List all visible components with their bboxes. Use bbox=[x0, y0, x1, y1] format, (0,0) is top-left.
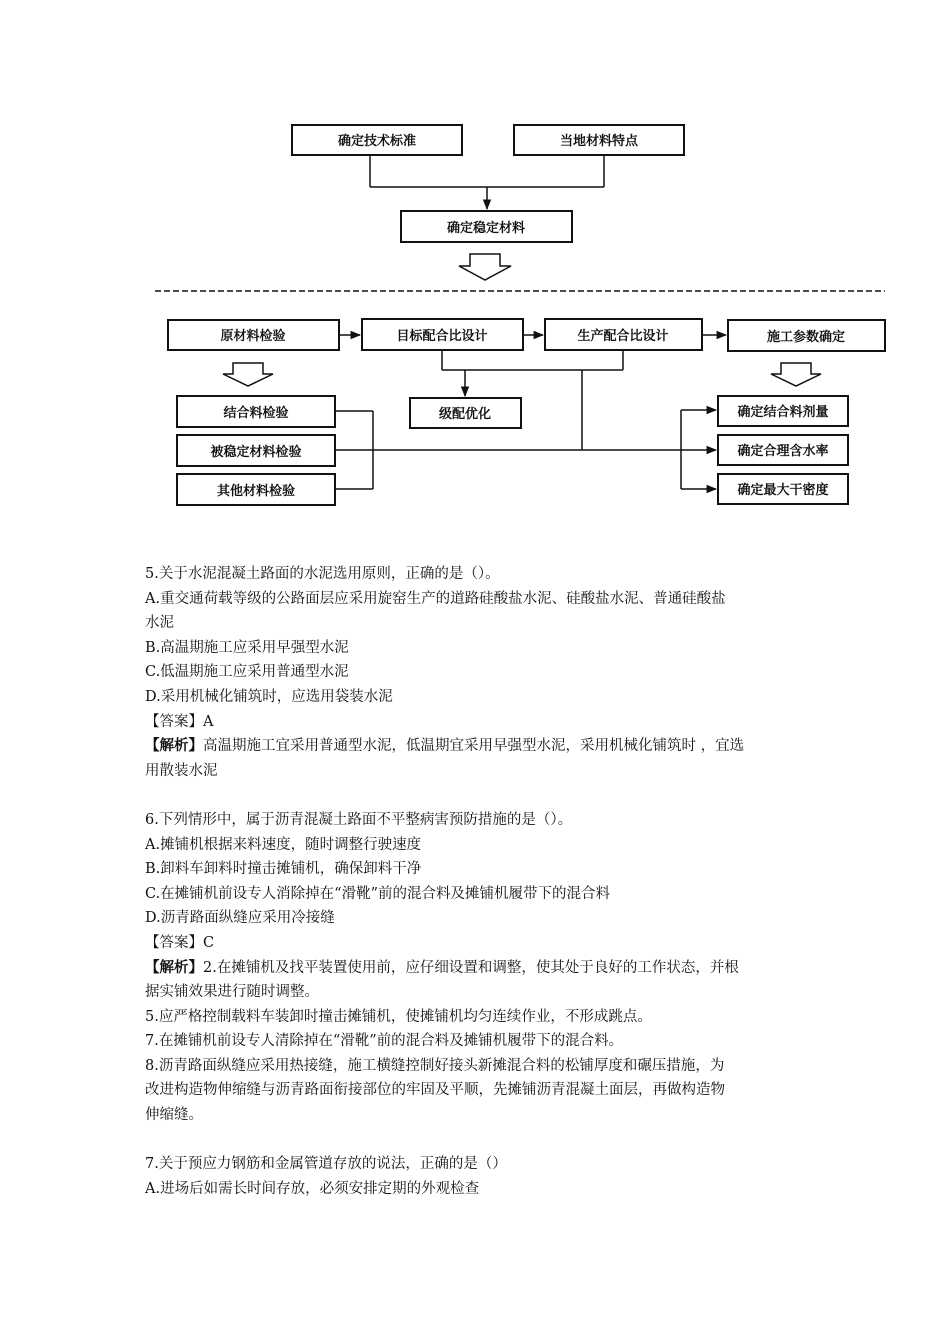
q5-analysis bbox=[145, 734, 825, 759]
box-binder-check-label: 结合料检验 bbox=[223, 406, 289, 421]
box-stabilized-check bbox=[177, 435, 335, 466]
box-production-mix bbox=[545, 319, 702, 350]
box-gradation bbox=[410, 398, 521, 428]
q6-analysis-label: 【解析】 bbox=[145, 958, 203, 976]
q5-analysis-label: 【解析】 bbox=[145, 737, 203, 755]
box-production-mix-label: 生产配合比设计 bbox=[577, 329, 669, 344]
q5-option-b: B.高温期施工应采用早强型水泥 bbox=[145, 639, 349, 656]
box-construction-params bbox=[728, 320, 885, 351]
box-raw-inspection bbox=[168, 320, 339, 350]
q6-point-8-line2: 改进构造物伸缩缝与沥青路面衔接部位的牢固及平顺，先摊铺沥青混凝土面层，再做构造物 bbox=[145, 1082, 725, 1099]
mix-design-flowchart bbox=[0, 0, 950, 520]
q5-option-a-line1: A.重交通荷载等级的公路面层应采用旋窑生产的道路硅酸盐水泥、硅酸盐水泥、普通硅酸盐 bbox=[145, 590, 726, 607]
box-tech-standard bbox=[292, 125, 462, 155]
q5-stem: 5.关于水泥混凝土路面的水泥选用原则，正确的是（）。 bbox=[145, 566, 500, 582]
right-bracket bbox=[681, 410, 716, 489]
q6-answer: 【答案】C bbox=[145, 934, 215, 951]
box-other-check-label: 其他材料检验 bbox=[216, 484, 296, 499]
box-local-material-label: 当地材料特点 bbox=[559, 134, 639, 149]
box-binder-dose bbox=[718, 396, 848, 426]
q5-analysis-line1: 高温期施工宜采用普通型水泥，低温期宜采用早强型水泥，采用机械化铺筑时 ，宜选 bbox=[203, 738, 745, 755]
q6-point-8-line3: 伸缩缝。 bbox=[145, 1107, 203, 1124]
box-gradation-label: 级配优化 bbox=[438, 407, 492, 422]
box-local-material bbox=[514, 125, 684, 155]
q6-option-c: C.在摊铺机前设专人消除掉在“滑靴”前的混合料及摊铺机履带下的混合料 bbox=[145, 885, 611, 902]
q6-stem: 6.下列情形中，属于沥青混凝土路面不平整病害预防措施的是（）。 bbox=[145, 811, 573, 828]
box-target-mix bbox=[362, 319, 523, 350]
spacer bbox=[145, 783, 825, 808]
hollow-arrow-right-icon bbox=[771, 363, 821, 386]
q7-stem: 7.关于预应力钢筋和金属管道存放的说法，正确的是（） bbox=[145, 1156, 507, 1173]
box-other-check bbox=[177, 474, 335, 505]
q6-point-5: 5.应严格控制载料车装卸时撞击摊铺机，使摊铺机均匀连续作业，不形成跳点。 bbox=[145, 1008, 652, 1025]
box-max-density bbox=[718, 474, 848, 504]
hollow-arrow-left-icon bbox=[223, 363, 273, 386]
q6-analysis bbox=[145, 956, 825, 981]
q5-option-c: C.低温期施工应采用普通型水泥 bbox=[145, 664, 349, 681]
q7-option-a: A.进场后如需长时间存放，必须安排定期的外观检查 bbox=[145, 1180, 480, 1197]
box-moisture-label: 确定合理含水率 bbox=[737, 444, 829, 459]
q6-analysis-line2: 据实铺效果进行随时调整。 bbox=[145, 984, 319, 1001]
q6-option-a: A.摊铺机根据来料速度，随时调整行驶速度 bbox=[145, 836, 422, 853]
q6-option-d: D.沥青路面纵缝应采用冷接缝 bbox=[145, 910, 335, 927]
q6-option-b: B.卸料车卸料时撞击摊铺机，确保卸料干净 bbox=[145, 861, 422, 878]
q5-option-a-line2: 水泥 bbox=[145, 615, 174, 632]
box-moisture bbox=[718, 435, 848, 465]
box-stable-material-label: 确定稳定材料 bbox=[446, 221, 526, 236]
box-max-density-label: 确定最大干密度 bbox=[737, 483, 829, 498]
connector-top bbox=[370, 155, 604, 209]
q5-answer: 【答案】A bbox=[145, 713, 214, 730]
box-raw-inspection-label: 原材料检验 bbox=[220, 329, 286, 344]
q6-analysis-line1: 2.在摊铺机及找平装置使用前，应仔细设置和调整，使其处于良好的工作状态，并根 bbox=[203, 959, 739, 976]
document-body bbox=[145, 562, 825, 1201]
hollow-arrow-down-icon bbox=[459, 254, 511, 280]
q5-analysis-line2: 用散装水泥 bbox=[145, 762, 218, 779]
box-target-mix-label: 目标配合比设计 bbox=[396, 329, 488, 344]
q6-point-8-line1: 8.沥青路面纵缝应采用热接缝，施工横缝控制好接头新摊混合料的松铺厚度和碾压措施，为 bbox=[145, 1057, 725, 1074]
box-binder-dose-label: 确定结合料剂量 bbox=[737, 405, 829, 420]
q5-option-d: D.采用机械化铺筑时，应选用袋装水泥 bbox=[145, 688, 393, 705]
box-stabilized-check-label: 被稳定材料检验 bbox=[210, 445, 302, 460]
box-construction-params-label: 施工参数确定 bbox=[766, 330, 846, 345]
box-binder-check bbox=[177, 396, 335, 427]
spacer bbox=[145, 1128, 825, 1153]
q6-point-7: 7.在摊铺机前设专人清除掉在“滑靴”前的混合料及摊铺机履带下的混合料。 bbox=[145, 1033, 624, 1050]
box-tech-standard-label: 确定技术标准 bbox=[337, 134, 417, 149]
box-stable-material bbox=[401, 211, 572, 242]
